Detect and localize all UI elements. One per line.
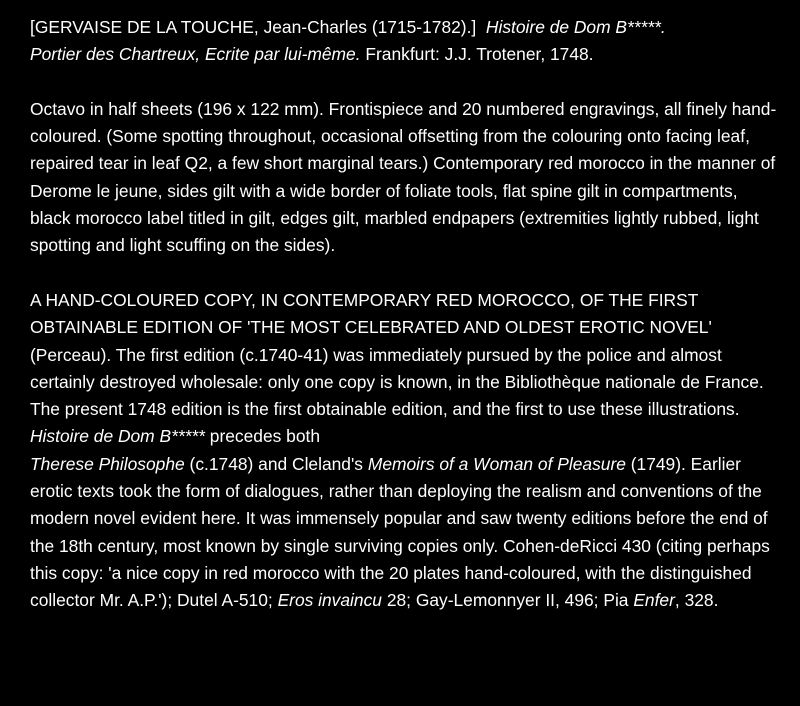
note-title-eros: Eros invaincu — [277, 590, 382, 611]
bibliographic-note: A HAND-COLOURED COPY, IN CONTEMPORARY RED MOROCCO, OF THE FIRST OBTAINABLE EDITION OF 'THE MOST CELEBRATED AND OLDEST EROTIC NOVEL' (Perceau). The first edition (c.1740-41) was immediately pursued by the police and almost certainly destroyed wholesale: only one copy is known, in the Bibliothèque nationale de France. The present 1748 edition is the first obtainable edition, and the first to use these illustrations. Histoire de Dom B***** precedes both Therese Philosophe (c.1748) and Cleland's Memoirs of a Woman of Pleasure (1749). Earlier erotic texts took the form of dialogues, rather than deploying the realism and conventions of the modern novel evident here. It was immensely popular and saw twenty editions before the end of the 18th century, most known by single surviving copies only. Cohen-deRicci 430 (citing perhaps this copy: 'a nice copy in red morocco with the 20 plates hand-coloured, with the distinguished collector Mr. A.P.'); Dutel A-510; Eros invaincu 28; Gay-Lemonnyer II, 496; Pia Enfer, 328. — [30, 289, 770, 611]
imprint: Frankfurt: J.J. Trotener, 1748. — [365, 44, 594, 65]
author-name: [GERVAISE DE LA TOUCHE, Jean-Charles (1715-1782).] — [30, 17, 477, 37]
note-title-histoire: Histoire de Dom B***** — [30, 426, 205, 447]
physical-description: Octavo in half sheets (196 x 122 mm). Frontispiece and 20 numbered engravings, all finely hand-coloured. (Some spotting throughout, occasional offsetting from the colouring onto facing leaf, repaired tear in leaf Q2, a few short marginal tears.) Contemporary red morocco in the manner of Derome le jeune, sides gilt with a wide border of foliate tools, flat spine gilt in compartments, black morocco label titled in gilt, edges gilt, marbled endpapers (extremities lightly rubbed, light spotting and light scuffing on the sides). — [30, 98, 777, 256]
note-title-memoirs: Memoirs of a Woman of Pleasure — [367, 453, 626, 474]
book-title: Histoire de Dom B*****. Portier des Chartreux, Ecrite par lui-même. — [30, 17, 666, 65]
note-title-therese: Therese Philosophe — [30, 453, 185, 474]
note-title-enfer: Enfer — [633, 590, 675, 611]
entry-heading — [30, 14, 780, 69]
